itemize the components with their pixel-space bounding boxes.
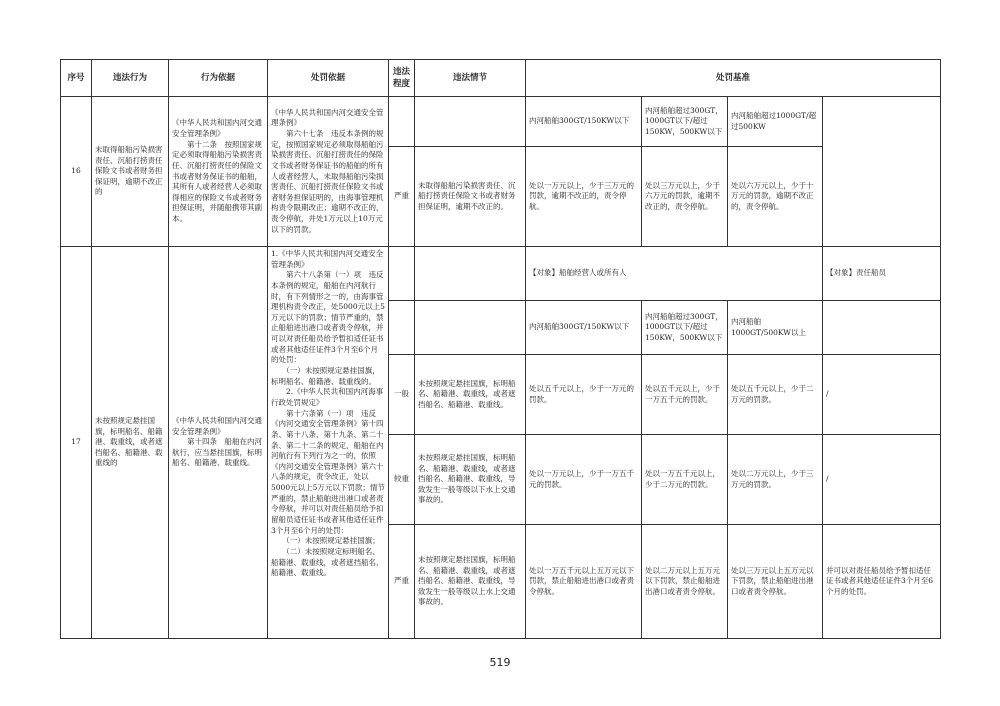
r17-circumstance-blank-2: [415, 301, 526, 355]
r17-tier1: 内河船舶300GT/150KW以下: [526, 301, 642, 355]
r17-degree-serious: 严重: [389, 525, 415, 639]
r17-object-crew: 【对象】责任船员: [823, 247, 941, 301]
r17-serious-penalty-2: 处以二万元以上五万元以下罚款，禁止船舶进出港口或者责令停航。: [642, 525, 728, 639]
r17-heavier-penalty-2: 处以一万五千元以上，少于二万元的罚款。: [642, 435, 728, 525]
header-basis: 行为依据: [169, 60, 268, 97]
r16-tier2: 内河船舶超过300GT，1000GT以下/超过150KW，500KW以下: [642, 97, 728, 147]
r17-degree-blank-2: [389, 301, 415, 355]
r16-punish-basis: 《中华人民共和国内河交通安全管理条例》 第六十七条 违反本条例的规定，按照国家规定必须取得船舶污染损害责任、沉船打捞责任的保险文书或者财务保证书的船舶的所有人或者经营人，未取得船舶污染损害责任、沉船打捞责任保险文书或者财务担保证明的，由海事管理机构责令限期改正；逾期不改正的，责令停航，并处1万元以上10万元以下的罚款。: [268, 97, 389, 247]
r16-penalty-2: 处以三万元以上，少于六万元的罚款，逾期不改正的，责令停航。: [642, 147, 728, 247]
r17-tier3: 内河船舶1000GT/500KW以上: [728, 301, 823, 355]
header-circumstance: 违法情节: [415, 60, 526, 97]
r17-serious-crew: 并可以对责任船员给予暂扣适任证书或者其他适任证件3个月至6个月的处罚。: [823, 525, 941, 639]
r17-circumstance-heavier: 未按照规定悬挂国旗，标明船名、船籍港、载重线，或者遮挡船名、船籍港、载重线，导致发生一般等级以下水上交通事故的。: [415, 435, 526, 525]
r16-tier3: 内河船舶超过1000GT/超过500KW: [728, 97, 823, 147]
r17-circumstance-serious: 未按照规定悬挂国旗，标明船名、船籍港、载重线，或者遮挡船名、船籍港、载重线，导致发生一般等级以上水上交通事故的。: [415, 525, 526, 639]
r17-circumstance-blank-1: [415, 247, 526, 301]
r17-general-penalty-3: 处以五千元以上，少于二万元的罚款。: [728, 355, 823, 435]
r16-basis: 《中华人民共和国内河交通安全管理条例》 第十二条 按照国家规定必须取得船舶污染损害责任、沉船打捞责任的保险文书或者财务保证书的船舶，其所有人或者经营人必须取得相应的保险文书或者财务担保证明，并随船携带其副本。: [169, 97, 268, 247]
r17-no: 17: [61, 247, 92, 639]
header-behavior: 违法行为: [92, 60, 169, 97]
r17-tier2: 内河船舶超过300GT，1000GT以下/超过150KW，500KW以下: [642, 301, 728, 355]
r16-tier1: 内河船舶300GT/150KW以下: [526, 97, 642, 147]
r16-degree-blank: [389, 97, 415, 147]
r16-circumstance: 未取得船舶污染损害责任、沉船打捞责任保险文书或者财务担保证明，逾期不改正的。: [415, 147, 526, 247]
r16-circumstance-blank: [415, 97, 526, 147]
r17-degree-general: 一般: [389, 355, 415, 435]
r17-object-row: [61, 247, 941, 301]
header-row: [61, 60, 941, 97]
r17-general-penalty-1: 处以五千元以上，少于一万元的罚款。: [526, 355, 642, 435]
r16-behavior: 未取得船舶污染损害责任、沉船打捞责任保险文书或者财务担保证明，逾期不改正的: [92, 97, 169, 247]
header-standard: 处罚基准: [526, 60, 941, 97]
r17-heavier-crew: /: [823, 435, 941, 525]
r17-crew-blank: [823, 301, 941, 355]
r16-penalty-3: 处以六万元以上，少于十万元的罚款，逾期不改正的，责令停航。: [728, 147, 823, 247]
header-no: 序号: [61, 60, 92, 97]
r16-crew-blank: [823, 97, 941, 247]
header-punish-basis: 处罚依据: [268, 60, 389, 97]
r17-circumstance-general: 未按照规定悬挂国旗，标明船名、船籍港、载重线，或者遮挡船名、船籍港、载重线。: [415, 355, 526, 435]
header-degree: 违法 程度: [389, 60, 415, 97]
r16-degree: 严重: [389, 147, 415, 247]
r17-heavier-penalty-3: 处以二万元以上，少于三万元的罚款。: [728, 435, 823, 525]
r16-tier-row: [61, 97, 941, 147]
r17-heavier-penalty-1: 处以一万元以上，少于一万五千元的罚款。: [526, 435, 642, 525]
r17-behavior: 未按照规定悬挂国旗，标明船名、船籍港、载重线，或者遮挡船名、船籍港、载重线的: [92, 247, 169, 639]
r17-degree-blank-1: [389, 247, 415, 301]
r17-general-crew: /: [823, 355, 941, 435]
r17-object-owner: 【对象】船舶经营人或所有人: [526, 247, 823, 301]
page-number: 519: [489, 656, 511, 669]
r16-penalty-1: 处以一万元以上，少于三万元的罚款，逾期不改正的，责令停航。: [526, 147, 642, 247]
r17-degree-heavier: 较重: [389, 435, 415, 525]
r17-general-penalty-2: 处以五千元以上，少于一万五千元的罚款。: [642, 355, 728, 435]
r17-serious-penalty-3: 处以三万元以上五万元以下罚款，禁止船舶进出港口或者责令停航。: [728, 525, 823, 639]
penalty-standards-table: [60, 59, 941, 639]
r17-punish-basis: 1.《中华人民共和国内河交通安全管理条例》 第六十八条第（一）项 违反本条例的规定，船舶在内河航行时，有下列情形之一的，由海事管理机构责令改正，处5000元以上5万元以下的罚款；情节严重的，禁止船舶进出港口或者责令停航，并可以对责任船员给予暂扣适任证书或者其他适任证件3个月至6个月的处罚： （一）未按照规定悬挂国旗，标明船名、船籍港、载重线的。 2.《中华人民共和国内河海事行政处罚规定》 第十六条第（一）项 违反《内河交通安全管理条例》第十四条、第十八条、第十九条、第二十条、第二十二条的规定，船舶在内河航行有下列行为之一的，依照《内河交通安全管理条例》第六十八条的规定，责令改正，处以5000元以上5万元以下罚款；情节严重的，禁止船舶进出港口或者责令停航，并可以对责任船员给予扣留船员适任证书或者其他适任证件3个月至6个月的处罚： （一）未按照规定悬挂国旗； （二）未按照规定标明船名、船籍港、载重线，或者遮挡船名、船籍港、载重线。: [268, 247, 389, 639]
r16-no: 16: [61, 97, 92, 247]
r17-basis: 《中华人民共和国内河交通安全管理条例》 第十四条 船舶在内河航行，应当悬挂国旗，标明船名、船籍港、载重线。: [169, 247, 268, 639]
r17-serious-penalty-1: 处以一万五千元以上五万元以下罚款，禁止船舶进出港口或者责令停航。: [526, 525, 642, 639]
